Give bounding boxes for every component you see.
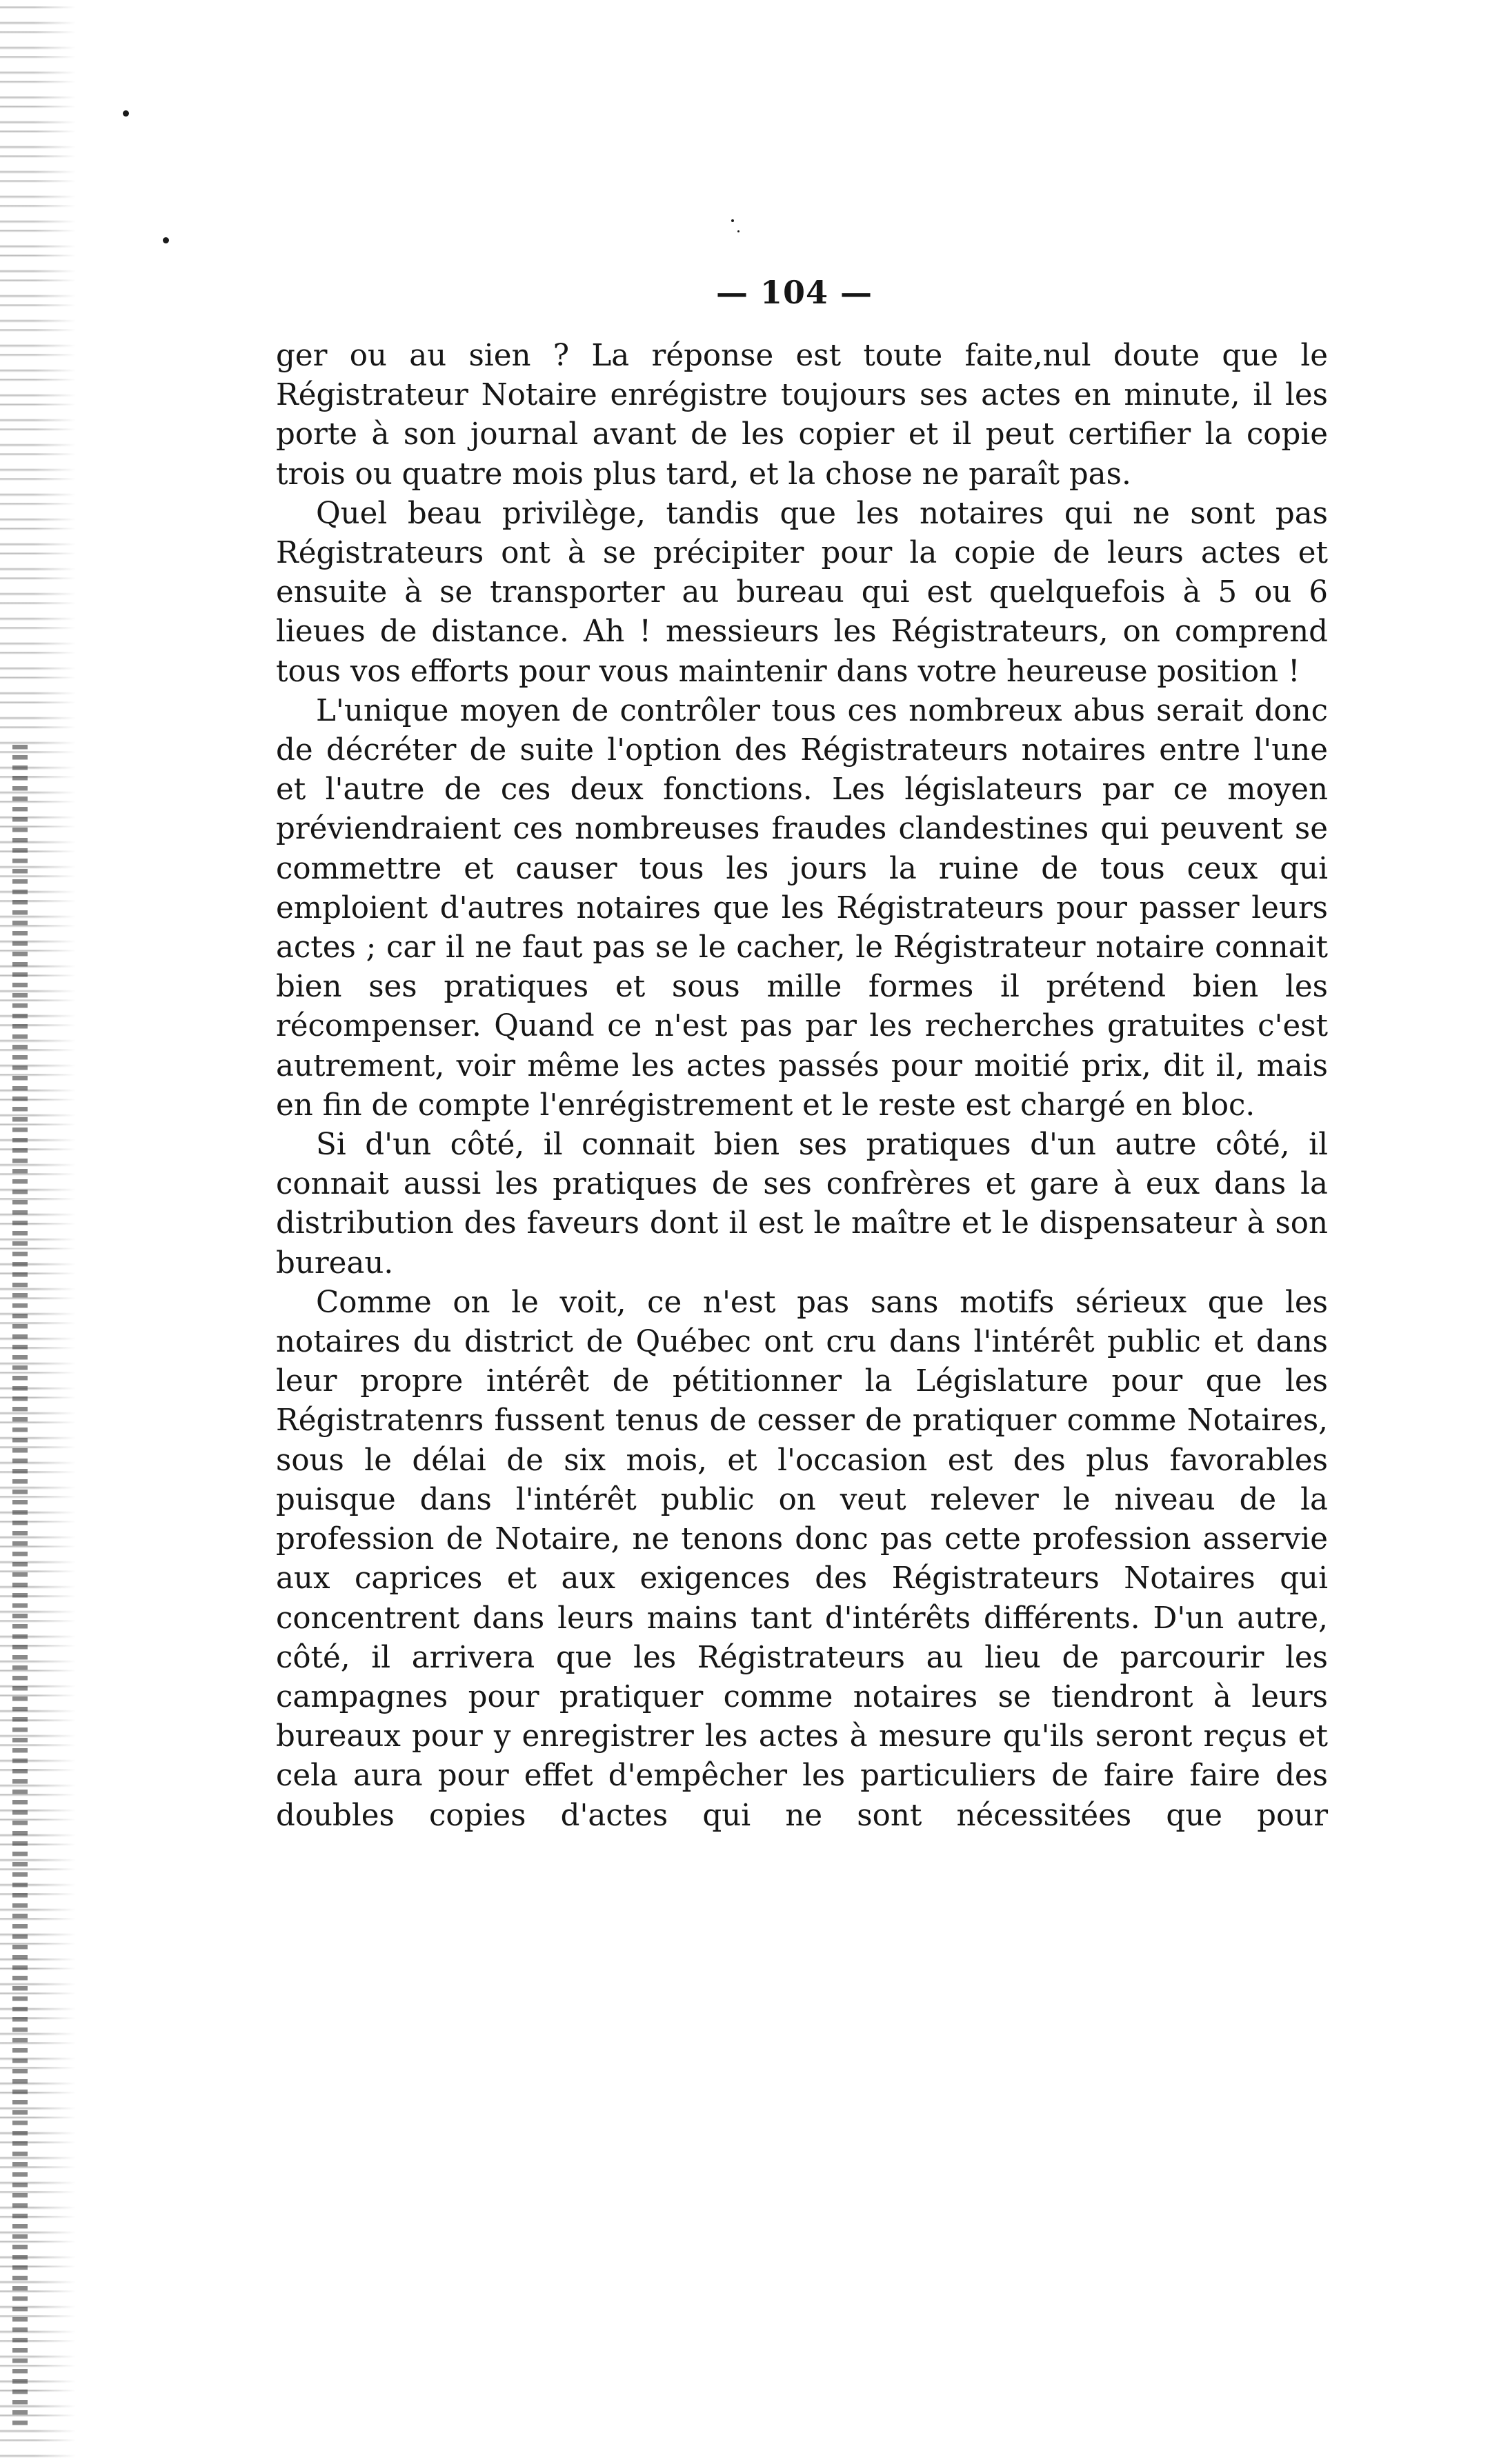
paragraph-2: Quel beau privilège, tandis que les notaires qui ne sont pas Régistrateurs ont à se précipiter pour la copie de leurs actes et ensuite à se transporter au bureau qui est quelquefois à 5 ou 6 lieues de distance. Ah ! messieurs les Régistrateurs, on comprend tous vos efforts pour vous maintenir dans votre heureuse position ! bbox=[276, 496, 1328, 689]
paragraph-4: Si d'un côté, il connait bien ses pratiques d'un autre côté, il connait aussi les pratiques de ses confrères et gare à eux dans la distribution des faveurs dont il est le maître et le dispensateur à son bureau. bbox=[276, 1128, 1328, 1281]
scan-speck bbox=[737, 230, 739, 232]
scanned-binding-strip bbox=[12, 745, 28, 2427]
page-number: — 104 — bbox=[715, 274, 873, 311]
paragraph-3: L'unique moyen de contrôler tous ces nombreux abus serait donc de décréter de suite l'option des Régistrateurs notaires entre l'une et l'autre de ces deux fonctions. Les législateurs par ce moyen préviendraient ces nombreuses fraudes clandestines qui peuvent se commettre et causer tous les jours la ruine de tous ceux qui emploient d'autres notaires que les Régistrateurs pour passer leurs actes ; car il ne faut pas se le cacher, le Régistrateur notaire connait bien ses pratiques et sous mille formes il prétend bien les récompenser. Quand ce n'est pas par les recherches gratuites c'est autrement, voir même les actes passés pour moitié prix, dit il, mais en fin de compte l'enrégistrement et le reste est chargé en bloc. bbox=[276, 693, 1328, 1123]
paragraph-5: Comme on le voit, ce n'est pas sans motifs sérieux que les notaires du district de Québec ont cru dans l'intérêt public et dans leur propre intérêt de pétitionner la Législature pour que les Régistratenrs fussent tenus de cesser de pratiquer comme Notaires, sous le délai de six mois, et l'occasion est des plus favorables puisque dans l'intérêt public on veut relever le niveau de la profession de Notaire, ne tenons donc pas cette profession asservie aux caprices et aux exigences des Régistrateurs Notaires qui concentrent dans leurs mains tant d'intérêts différents. D'un autre, côté, il arrivera que les Régistrateurs au lieu de parcourir les campagnes pour pratiquer comme notaires se tiendront à leurs bureaux pour y enregistrer les actes à mesure qu'ils seront reçus et cela aura pour effet d'empêcher les particuliers de faire faire des doubles copies d'actes qui ne sont nécessitées que pour bbox=[276, 1285, 1328, 1833]
paragraph-1: ger ou au sien ? La réponse est toute faite,nul doute que le Régistrateur Notaire enrégistre toujours ses actes en minute, il les porte à son journal avant de les copier et il peut certifier la copie trois ou quatre mois plus tard, et la chose ne paraît pas. bbox=[276, 339, 1328, 492]
scan-speck bbox=[731, 219, 734, 222]
scanned-binding-edge bbox=[0, 0, 76, 2464]
scan-speck bbox=[163, 237, 169, 243]
page-body bbox=[276, 337, 1328, 1836]
scan-speck bbox=[123, 110, 129, 117]
